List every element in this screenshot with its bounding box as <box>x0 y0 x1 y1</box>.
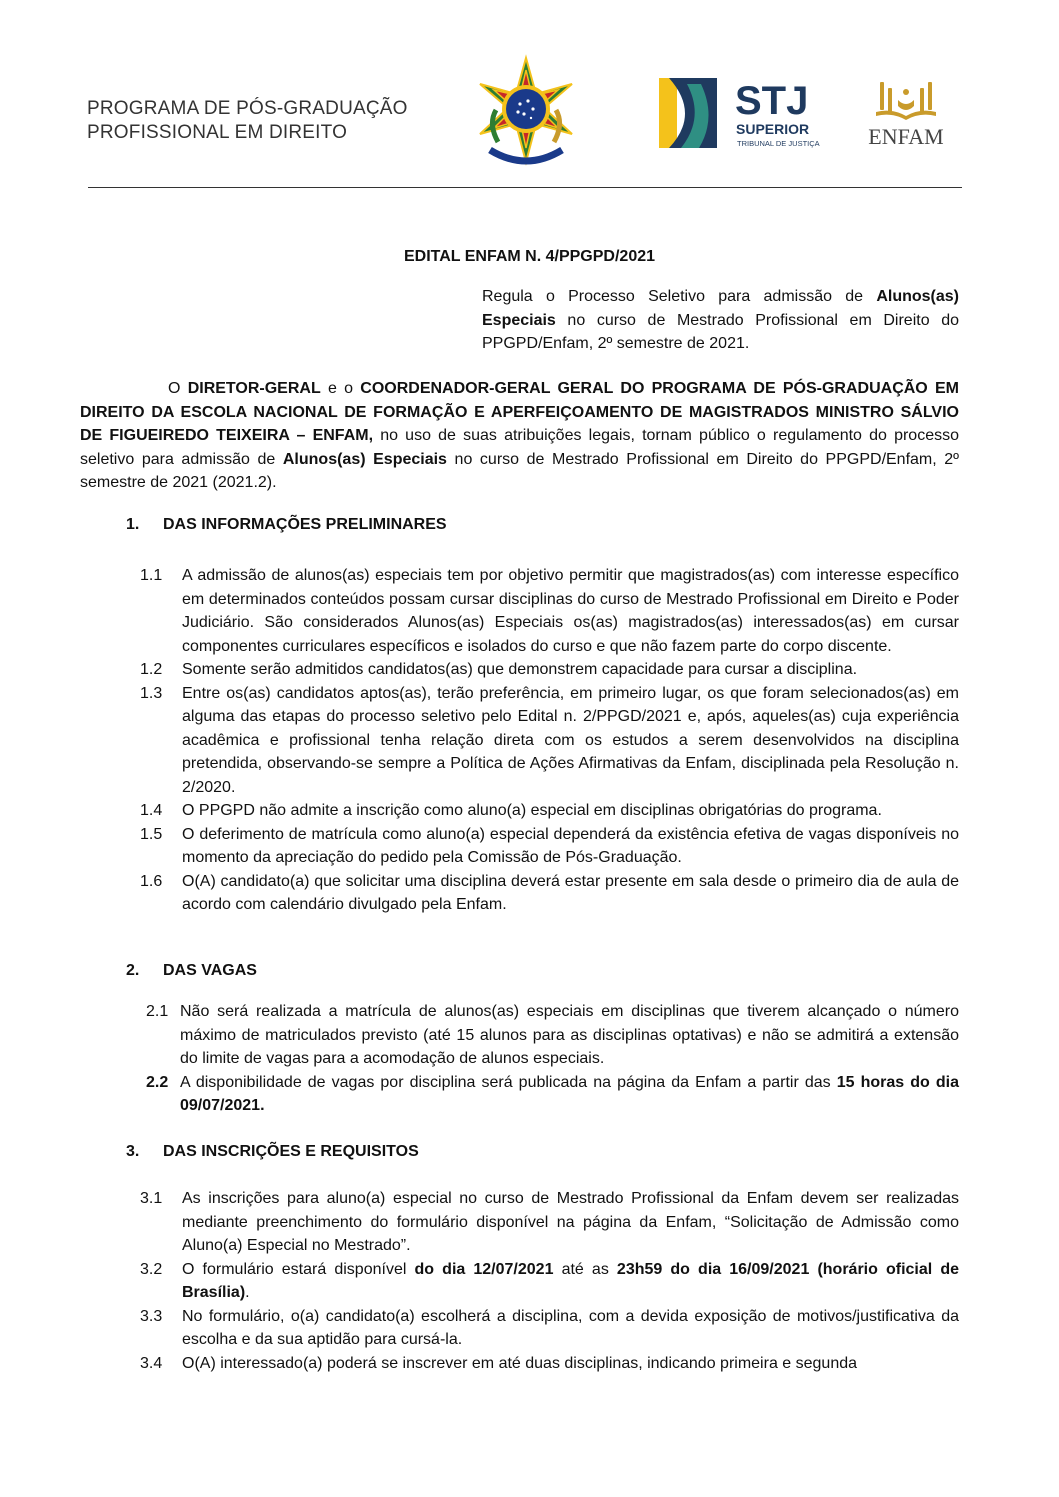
list-item: 3.4 O(A) interessado(a) poderá se inscrever em até duas disciplinas, indicando primeira e segunda <box>140 1354 858 1372</box>
section-heading-vagas: 2. DAS VAGAS <box>126 962 257 979</box>
program-title-line2: PROFISSIONAL EM DIREITO <box>87 122 348 143</box>
list-item: 2.1 Não será realizada a matrícula de alunos(as) especiais em disciplinas que tiverem alcançado o número máximo de matriculados previsto (até 15 alunos para as disciplinas optativas) e não se admitirá a extensão do limite de vagas para a acomodação de alunos especiais. <box>146 1003 959 1067</box>
list-item: 2.2 A disponibilidade de vagas por disciplina será publicada na página da Enfam a partir das 15 horas do dia 09/07/2021. <box>146 1073 959 1114</box>
program-title-line1: PROGRAMA DE PÓS-GRADUAÇÃO <box>87 98 408 119</box>
stj-logo <box>657 74 823 152</box>
list-item: 3.1 As inscrições para aluno(a) especial no curso de Mestrado Profissional da Enfam devem ser realizadas mediante preenchimento do formulário disponível na página da Enfam, “Solicitação de Admissão como Aluno(a) Especial no Mestrado”. <box>140 1190 959 1254</box>
list-item: 1.2 Somente serão admitidos candidatos(as) que demonstrem capacidade para cursar a disciplina. <box>140 661 858 678</box>
list-item: 3.3 No formulário, o(a) candidato(a) escolherá a disciplina, com a devida exposição de motivos/justificativa da escolha e da sua aptidão para cursá-la. <box>140 1307 959 1348</box>
header-divider <box>88 187 962 188</box>
ementa: Regula o Processo Seletivo para admissão de Alunos(as) Especiais no curso de Mestrado Profissional em Direito do PPGPD/Enfam, 2º semestre de 2021. <box>482 288 959 352</box>
list-item: 1.4 O PPGPD não admite a inscrição como aluno(a) especial em disciplinas obrigatórias do programa. <box>140 802 882 819</box>
brazil-coat-of-arms-icon <box>468 54 584 170</box>
section2-items <box>146 1000 959 1118</box>
section3-items <box>140 1187 959 1375</box>
stj-logo-text: STJ <box>735 79 809 123</box>
section-heading-preliminares: 1. DAS INFORMAÇÕES PRELIMINARES <box>126 516 447 533</box>
stj-logo-sub2: TRIBUNAL DE JUSTIÇA <box>737 139 820 148</box>
enfam-logo-text: ENFAM <box>868 124 944 149</box>
section-heading-inscricoes: 3. DAS INSCRIÇÕES E REQUISITOS <box>126 1143 419 1160</box>
list-item: 1.1 A admissão de alunos(as) especiais tem por objetivo permitir que magistrados(as) com interesse específico em determinados conteúdos possam cursar disciplinas do curso de Mestrado Profissional em Direito e Poder Judiciário. São considerados Alunos(as) Especiais os(as) magistrados(as) interessados(as) em cursar componentes curriculares específicos e isolados do curso e que não fazem parte do corpo discente. <box>140 567 959 655</box>
list-item: 1.5 O deferimento de matrícula como aluno(a) especial dependerá da existência efetiva de vagas disponíveis no momento da apreciação do pedido pela Comissão de Pós-Graduação. <box>140 825 959 866</box>
section1-items <box>140 564 959 917</box>
preamble-paragraph: O DIRETOR-GERAL e o COORDENADOR-GERAL GERAL DO PROGRAMA DE PÓS-GRADUAÇÃO EM DIREITO DA ESCOLA NACIONAL DE FORMAÇÃO E APERFEIÇOAMENTO DE MAGISTRADOS MINISTRO SÁLVIO DE FIGUEIREDO TEIXEIRA – ENFAM, no uso de suas atribuições legais, tornam público o regulamento do processo seletivo para admissão de Alunos(as) Especiais no curso de Mestrado Profissional em Direito do PPGPD/Enfam, 2º semestre de 2021 (2021.2). <box>80 380 960 491</box>
list-item: 1.3 Entre os(as) candidatos aptos(as), terão preferência, em primeiro lugar, os que foram selecionados(as) em alguma das etapas do processo seletivo pelo Edital n. 2/PPGD/2021 e, após, aqueles(as) cuja experiência acadêmica e profissional tenha relação direta com os estudos a serem desenvolvidos na disciplina pretendida, observando-se sempre a Política de Ações Afirmativas da Enfam, disciplinada pela Resolução n. 2/2020. <box>140 684 959 796</box>
program-title <box>87 97 408 145</box>
stj-logo-sub1: SUPERIOR <box>736 121 810 137</box>
enfam-logo <box>858 78 954 150</box>
list-item: 3.2 O formulário estará disponível do dia 12/07/2021 até as 23h59 do dia 16/09/2021 (horário oficial de Brasília). <box>140 1260 959 1301</box>
list-item: 1.6 O(A) candidato(a) que solicitar uma disciplina deverá estar presente em sala desde o primeiro dia de aula de acordo com calendário divulgado pela Enfam. <box>140 872 959 913</box>
document-title: EDITAL ENFAM N. 4/PPGPD/2021 <box>403 248 656 265</box>
